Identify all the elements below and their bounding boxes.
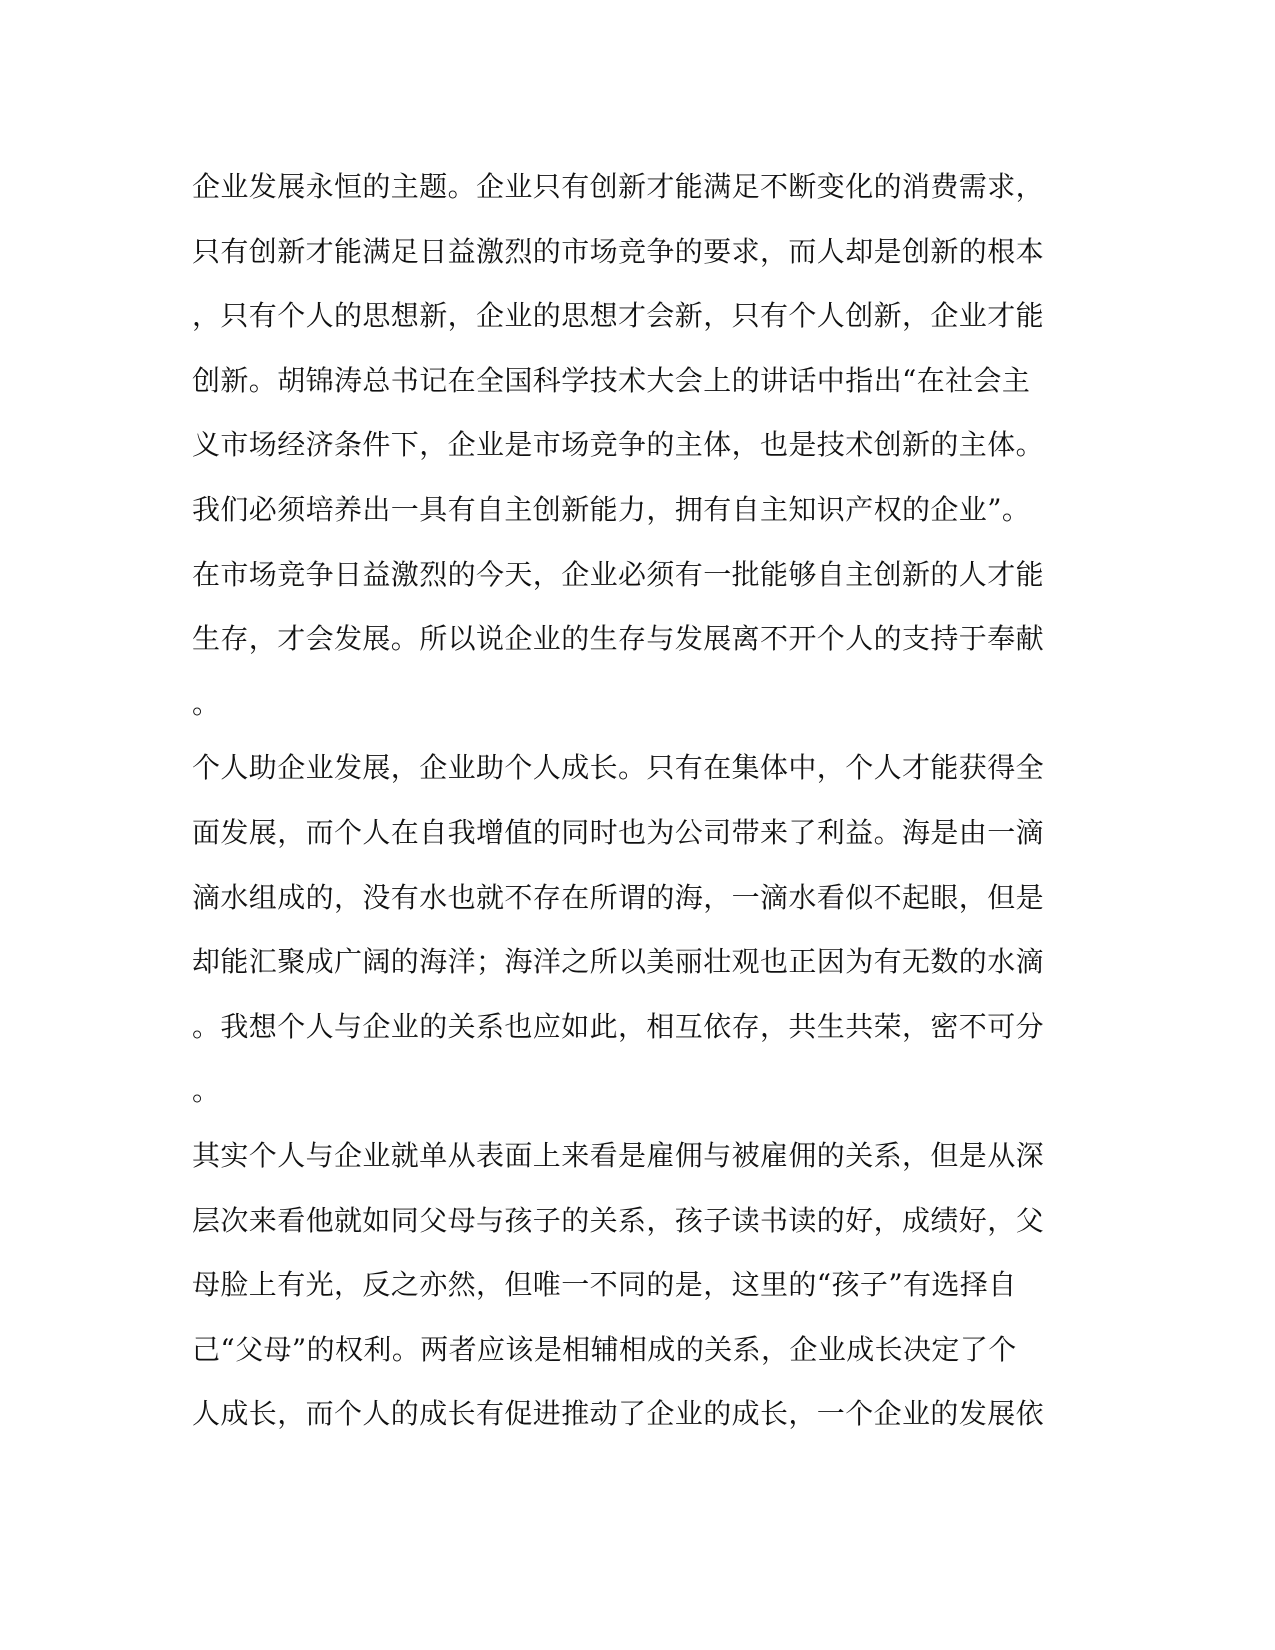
text-line: 创新。胡锦涛总书记在全国科学技术大会上的讲话中指出“在社会主: [192, 363, 1031, 397]
text-line: 。: [192, 1074, 221, 1108]
text-line: 面发展，而个人在自我增值的同时也为公司带来了利益。海是由一滴: [192, 815, 1045, 849]
text-line: 。: [192, 686, 221, 720]
text-line: 滴水组成的，没有水也就不存在所谓的海，一滴水看似不起眼，但是: [192, 880, 1045, 914]
text-line: 母脸上有光，反之亦然，但唯一不同的是，这里的“孩子”有选择自: [192, 1268, 1017, 1302]
text-line: 人成长，而个人的成长有促进推动了企业的成长，一个企业的发展依: [192, 1397, 1045, 1431]
text-line: 企业发展永恒的主题。企业只有创新才能满足不断变化的消费需求，: [192, 170, 1045, 203]
text-line: ，只有个人的思想新，企业的思想才会新，只有个人创新，企业才能: [192, 299, 1045, 333]
text-line: 生存，才会发展。所以说企业的生存与发展离不开个人的支持于奉献: [192, 622, 1045, 656]
text-line: 我们必须培养出一具有自主创新能力，拥有自主知识产权的企业”。: [192, 492, 1031, 526]
text-line: 义市场经济条件下，企业是市场竞争的主体，也是技术创新的主体。: [192, 428, 1045, 462]
text-line: 个人助企业发展，企业助个人成长。只有在集体中，个人才能获得全: [192, 751, 1045, 785]
text-line: 却能汇聚成广阔的海洋；海洋之所以美丽壮观也正因为有无数的水滴: [192, 945, 1045, 979]
text-line: 层次来看他就如同父母与孩子的关系，孩子读书读的好，成绩好，父: [192, 1203, 1045, 1237]
body-text: [192, 155, 1062, 1447]
text-line: 。我想个人与企业的关系也应如此，相互依存，共生共荣，密不可分: [192, 1009, 1045, 1043]
text-line: 己“父母”的权利。两者应该是相辅相成的关系，企业成长决定了个: [192, 1332, 1017, 1366]
text-line: 其实个人与企业就单从表面上来看是雇佣与被雇佣的关系，但是从深: [192, 1138, 1045, 1172]
text-line: 只有创新才能满足日益激烈的市场竞争的要求，而人却是创新的根本: [192, 234, 1045, 268]
text-line: 在市场竞争日益激烈的今天，企业必须有一批能够自主创新的人才能: [192, 557, 1045, 591]
